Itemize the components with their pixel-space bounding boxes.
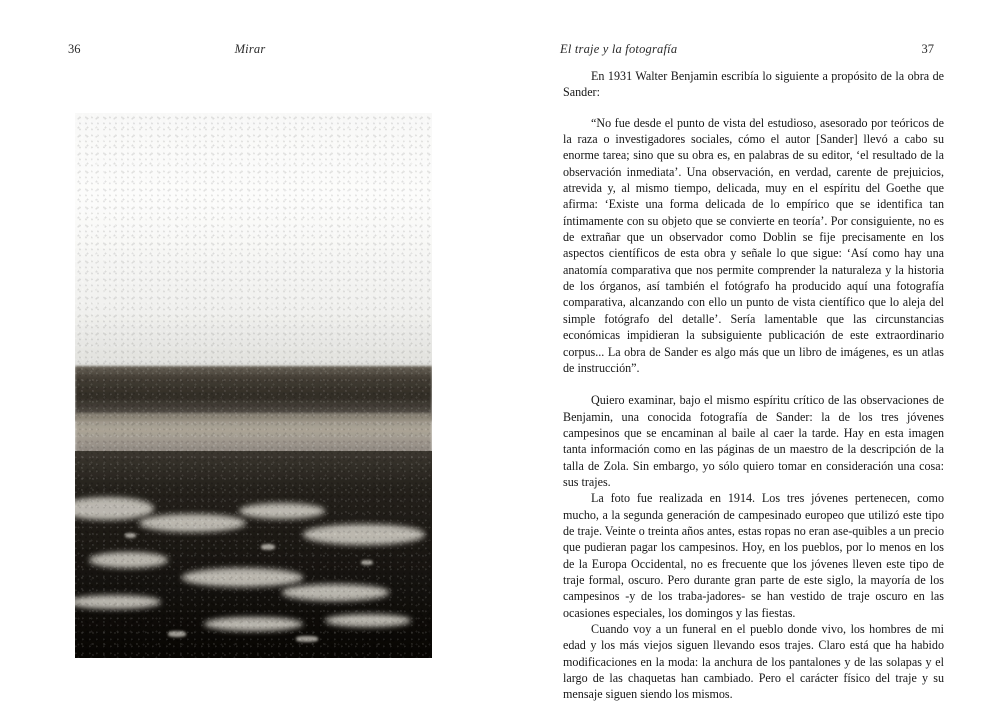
body-paragraph: La foto fue realizada en 1914. Los tres jóvenes pertenecen, como mucho, a la segunda generación de campesinado europeo que utilizó este tipo de traje. Veinte o treinta años antes, estas ropas no eran ase-quibles a un precio que pudieran pagar los campesinos. Hoy, en los pueblos, por lo menos en los de la Europa Occidental, no es frecuente que los jóvenes lleven este tipo de traje formal, oscuro. Pero durante gran parte de este siglo, la mayoría de los campesinos -y de los traba-jadores- se han vestido de traje oscuro en las ocasiones especiales, los domingos y las fiestas. — [563, 491, 944, 620]
photo-snow-patch — [282, 584, 389, 600]
paragraph-spacer — [563, 376, 944, 392]
body-paragraph: Cuando voy a un funeral en el pueblo donde vivo, los hombres de mi edad y los más viejos siguen llevando esos trajes. Claro está que ha habido modificaciones en la moda: la anchura de los pantalones y de las solapas y el largo de las chaquetas han cambiado. Pero el carácter físico del traje y su mensaje siguen siendo los mismos. — [563, 622, 944, 702]
body-paragraph: Quiero examinar, bajo el mismo espíritu crítico de las observaciones de Benjamin, una conocida fotografía de Sander: la de los tres jóvenes campesinos que se encaminan al baile al caer la tarde. Hay en esta imagen tanta información como en las páginas de un maestro de la descripción de la talla de Zola. Sin embargo, yo sólo quiero tomar en consideración una cosa: sus trajes. — [563, 393, 944, 489]
block-quotation: “No fue desde el punto de vista del estudioso, asesorado por teóricos de la raza o investigadores sociales, cómo el autor [Sander] llevó a cabo su enorme tarea; sino que su obra es, en palabras de su editor, ‘el resultado de la observación inmediata’. Una observación, en verdad, carente de prejuicios, atrevida y, al mismo tiempo, delicada, muy en el espíritu del Goethe que afirma: ‘Existe una forma delicada de lo empírico que se identifica tan íntimamente con su objeto que se convierte en teoría’. Por consiguiente, no es de extrañar que un observador como Doblin se fije precisamente en los aspectos científicos de esta obra y señale lo que sigue: ‘Así como hay una anatomía comparativa que nos permite comprender la naturaleza y la historia de los órganos, así también el fotógrafo ha producido aquí una fotografía comparativa, alcanzando con ello un punto de vista científico que lo aleja del simple fotógrafo del detalle’. Sería lamentable que las circunstancias económicas impidieran la subsiguiente publicación de este extraordinario corpus... La obra de Sander es algo más que un libro de imágenes, es un atlas de instrucción”. — [563, 115, 944, 375]
body-paragraph: En 1931 Walter Benjamin escribía lo siguiente a propósito de la obra de Sander: — [563, 69, 944, 100]
page-folio-right: 37 — [921, 42, 934, 56]
left-page — [0, 0, 500, 700]
photo-ground-speck — [125, 533, 136, 538]
photograph-plate — [75, 113, 432, 658]
photo-sky — [75, 113, 432, 388]
photo-snow-patch — [182, 568, 303, 587]
sander-young-farmers-photo — [75, 113, 432, 658]
photo-ground-speck — [261, 544, 275, 550]
photo-snow-patch — [303, 524, 424, 545]
running-head-left: Mirar — [234, 42, 266, 56]
body-text-column — [563, 68, 944, 703]
page-folio-left: 36 — [68, 42, 81, 56]
photo-ground-speck — [296, 636, 317, 641]
photo-ground-speck — [168, 631, 186, 637]
photo-snow-patch — [139, 514, 246, 533]
running-head-right: El traje y la fotografía — [560, 42, 678, 56]
photo-snow-patch — [89, 552, 168, 568]
photo-snow-patch — [239, 503, 325, 519]
right-page — [500, 0, 1000, 700]
